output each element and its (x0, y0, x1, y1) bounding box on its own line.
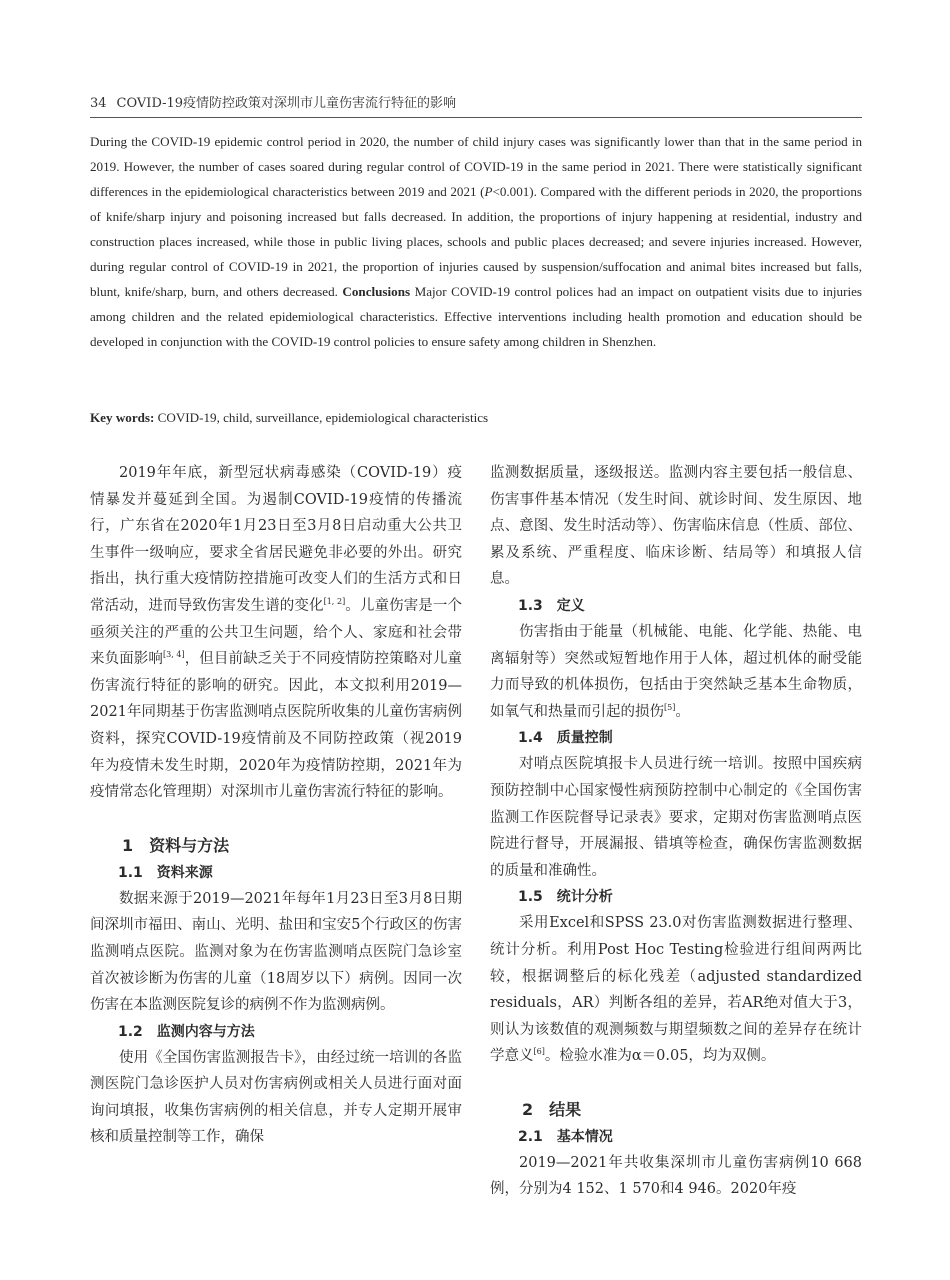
section-1-4-text: 对哨点医院填报卡人员进行统一培训。按照中国疾病预防控制中心国家慢性病预防控制中心制定的《全国伤害监测工作医院督导记录表》要求，定期对伤害监测哨点医院进行督导，开展漏报、错填等检查，确保伤害监测数据的质量和准确性。 (490, 756, 862, 879)
keywords-line (90, 405, 862, 430)
keywords-label: Key words: (90, 410, 155, 425)
section-1-1-heading: 1.1 资料来源 (118, 864, 213, 881)
conclusions-label: Conclusions (342, 284, 411, 299)
section-1-4-heading: 1.4 质量控制 (518, 730, 613, 747)
citation-6: [6] (533, 1047, 545, 1057)
section-2-1-text: 2019—2021年共收集深圳市儿童伤害病例10 668例，分别为4 152、1 570和4 946。2020年疫 (490, 1154, 862, 1198)
section-1-5-text (490, 910, 862, 1070)
running-title: COVID-19疫情防控政策对深圳市儿童伤害流行特征的影响 (116, 96, 457, 111)
section-gap (90, 806, 462, 832)
section-2-heading: 2 结果 (522, 1099, 582, 1119)
page-number: 34 (90, 96, 107, 111)
stats-text-b: 。检验水准为α＝0.05，均为双侧。 (544, 1048, 776, 1065)
left-column (90, 460, 462, 1151)
citation-5: [5] (664, 702, 676, 712)
section-1-2-text-right: 监测数据质量，逐级报送。监测内容主要包括一般信息、伤害事件基本情况（发生时间、就诊时间、发生原因、地点、意图、发生时活动等）、伤害临床信息（性质、部位、累及系统、严重程度、临床诊断、结局等）和填报人信息。 (490, 465, 862, 588)
abstract-paragraph (90, 129, 862, 354)
section-1-2-heading: 1.2 监测内容与方法 (118, 1023, 255, 1040)
abstract-text-after: <0.001). Compared with the different periods in 2020, the proportions of knife/sharp injury and poisoning increased but falls decreased. In addition, the proportions of injury happening at residential, industry and construction places increased, while those in public living places, schools and public places decreased; and severe injuries increased. However, during regular control of COVID-19 in 2021, the proportion of injuries caused by suspension/suffocation and animal bites increased but falls, blunt, knife/sharp, burn, and others decreased. (90, 184, 862, 299)
section-1-3-heading: 1.3 定义 (518, 597, 585, 614)
p-value-symbol: P (484, 184, 493, 199)
keywords-text: COVID-19, child, surveillance, epidemiological characteristics (154, 410, 489, 425)
section-2-1-heading: 2.1 基本情况 (518, 1128, 613, 1145)
citation-1-2: [1, 2] (323, 597, 346, 607)
conclusions-text: Major COVID-19 control polices had an impact on outpatient visits due to injuries among children and the related epidemiological characteristics. Effective interventions including health promotion and education should be developed in conjunction with the COVID-19 control policies to ensure safety among children in Shenzhen. (90, 284, 862, 349)
stats-text-a: 采用Excel和SPSS 23.0对伤害监测数据进行整理、统计分析。利用Post Hoc Testing检验进行组间两两比较，根据调整后的标化残差（adjusted standardized residuals，AR）判断各组的差异，若AR绝对值大于3，则认为该数值的观测频数与期望频数之间的差异存在统计学意义 (490, 915, 862, 1065)
section-1-5-heading: 1.5 统计分析 (518, 889, 613, 906)
intro-text-a: 2019年年底，新型冠状病毒感染（COVID-19）疫情暴发并蔓延到全国。为遏制COVID-19疫情的传播流行，广东省在2020年1月23日至3月8日启动重大公共卫生事件一级响应，要求全省居民避免非必要的外出。研究指出，执行重大疫情防控措施可改变人们的生活方式和日常活动，进而导致伤害发生谱的变化 (90, 465, 462, 614)
intro-paragraph (90, 460, 462, 806)
right-column (490, 460, 862, 1203)
section-1-heading: 1 资料与方法 (122, 835, 230, 855)
abstract-text-before: During the COVID-19 epidemic control period in 2020, the number of child injury cases was significantly lower than that in the same period in 2019. However, the number of cases soared during regular control of COVID-19 in the same period in 2021. There were statistically significant differences in the epidemiological characteristics between 2019 and 2021 ( (90, 134, 862, 199)
section-gap (490, 1070, 862, 1096)
definition-end: 。 (675, 703, 690, 720)
section-1-3-text (490, 619, 862, 725)
running-header (90, 92, 862, 118)
section-1-2-text-left: 使用《全国伤害监测报告卡》，由经过统一培训的各监测医院门急诊医护人员对伤害病例或相关人员进行面对面询问填报，收集伤害病例的相关信息，并专人定期开展审核和质量控制等工作，确保 (90, 1049, 462, 1146)
section-1-1-text: 数据来源于2019—2021年每年1月23日至3月8日期间深圳市福田、南山、光明、盐田和宝安5个行政区的伤害监测哨点医院。监测对象为在伤害监测哨点医院门急诊室首次被诊断为伤害的儿童（18周岁以下）病例。因同一次伤害在本监测医院复诊的病例不作为监测病例。 (90, 890, 462, 1014)
citation-3-4: [3, 4] (163, 650, 185, 660)
intro-text-b: 。儿童伤害是一个亟须关注的严重的公共卫生问题，给个人、家庭和社会带来负面影响 (90, 597, 462, 668)
intro-text-c: ，但目前缺乏关于不同疫情防控策略对儿童伤害流行特征的影响的研究。因此，本文拟利用2019—2021年同期基于伤害监测哨点医院所收集的儿童伤害病例资料，探究COVID-19疫情前及不同防控政策（视2019年为疫情未发生时期，2020年为疫情防控期，2021年为疫情常态化管理期）对深圳市儿童伤害流行特征的影响。 (90, 651, 462, 801)
definition-text: 伤害指由于能量（机械能、电能、化学能、热能、电离辐射等）突然或短暂地作用于人体，超过机体的耐受能力而导致的机体损伤，包括由于突然缺乏基本生命物质，如氧气和热量而引起的损伤 (490, 623, 862, 720)
